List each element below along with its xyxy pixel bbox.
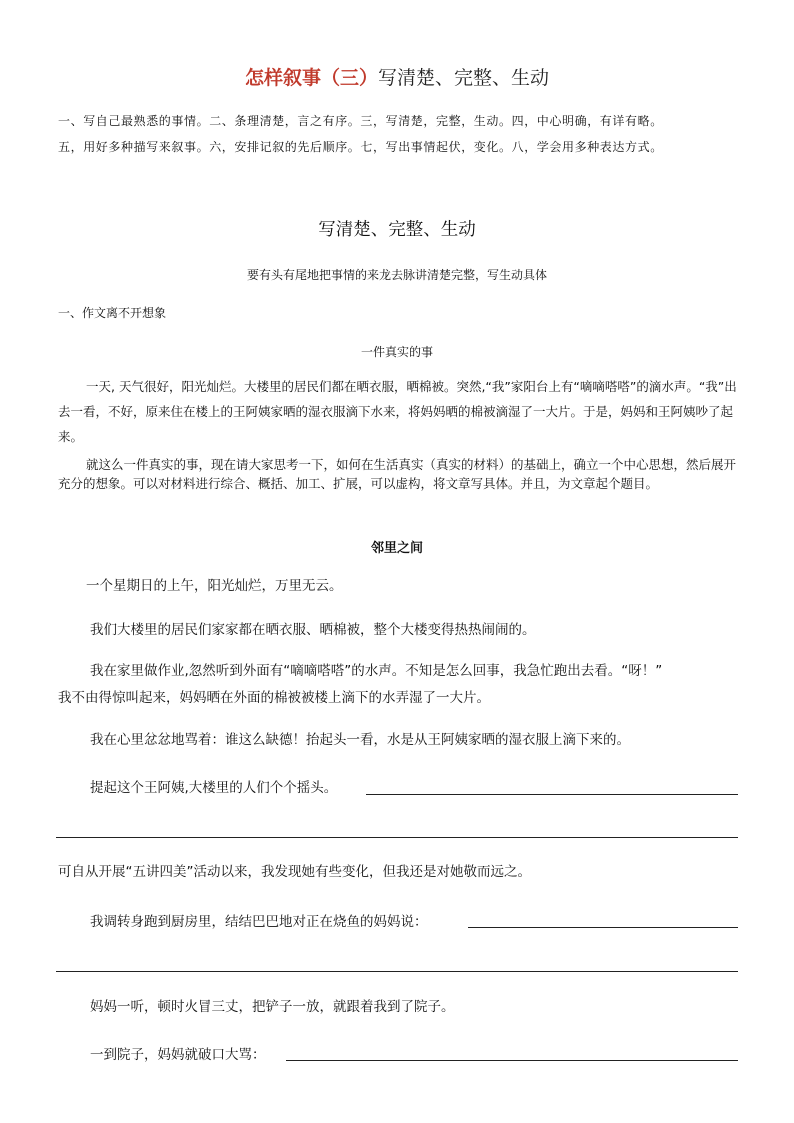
page-title-black: 写清楚、完整、生动 bbox=[378, 67, 550, 89]
page-title-red: 怎样叙事（三） bbox=[244, 67, 378, 89]
fill-in-blank-line[interactable] bbox=[366, 794, 738, 795]
fill-in-blank-line[interactable] bbox=[468, 927, 738, 928]
section-subtitle: 要有头有尾地把事情的来龙去脉讲清楚完整，写生动具体 bbox=[246, 268, 547, 282]
intro-line-2: 五，用好多种描写来叙事。六，安排记叙的先后顺序。七，写出事情起伏，变化。八，学会用多种表达方式。 bbox=[58, 140, 663, 154]
page-title bbox=[0, 63, 794, 90]
essay-paragraph-3: 我在家里做作业,忽然听到外面有“嘀嘀嗒嗒”的水声。不知是怎么回事，我急忙跑出去看。“呀！” bbox=[90, 663, 663, 679]
essay-paragraph-9: 一到院子，妈妈就破口大骂： bbox=[90, 1047, 266, 1063]
essay-paragraph-4: 我在心里忿忿地骂着：谁这么缺德！抬起头一看，水是从王阿姨家晒的湿衣服上滴下来的。 bbox=[90, 732, 630, 748]
intro-line-1: 一、写自己最熟悉的事情。二、条理清楚，言之有序。三，写清楚，完整，生动。四，中心明确，有详有略。 bbox=[58, 114, 663, 128]
fill-in-blank-line[interactable] bbox=[56, 971, 738, 972]
story-title: 一件真实的事 bbox=[360, 345, 433, 359]
fill-in-blank-line[interactable] bbox=[56, 837, 738, 838]
essay-title: 邻里之间 bbox=[370, 541, 423, 556]
fill-in-blank-line[interactable] bbox=[286, 1060, 738, 1061]
essay-paragraph-5: 提起这个王阿姨,大楼里的人们个个摇头。 bbox=[90, 780, 338, 796]
essay-paragraph-2: 我们大楼里的居民们家家都在晒衣服、晒棉被，整个大楼变得热热闹闹的。 bbox=[90, 622, 536, 638]
section-heading: 一、作文离不开想象 bbox=[58, 306, 167, 320]
essay-paragraph-1: 一个星期日的上午，阳光灿烂，万里无云。 bbox=[86, 578, 343, 594]
story-paragraph: 一天, 天气很好，阳光灿烂。大楼里的居民们都在晒衣服，晒棉被。突然,“我”家阳台上有“嘀嘀嗒嗒”的滴水声。“我”出去一看，不好，原来住在楼上的王阿姨家晒的湿衣服滴下水来，将妈妈晒的棉被滴湿了一大片。于是，妈妈和王阿姨吵了起来。 bbox=[58, 379, 737, 444]
essay-paragraph-6: 可自从开展“五讲四美”活动以来，我发现她有些变化，但我还是对她敬而远之。 bbox=[58, 864, 531, 880]
essay-paragraph-8: 妈妈一听，顿时火冒三丈，把铲子一放，就跟着我到了院子。 bbox=[90, 999, 455, 1015]
essay-paragraph-7: 我调转身跑到厨房里，结结巴巴地对正在烧鱼的妈妈说： bbox=[90, 914, 428, 930]
section-title: 写清楚、完整、生动 bbox=[318, 220, 476, 240]
prompt-paragraph: 就这么一件真实的事，现在请大家思考一下，如何在生活真实（真实的材料）的基础上，确立一个中心思想，然后展开充分的想象。可以对材料进行综合、概括、加工、扩展，可以虚构，将文章写具体。并且，为文章起个题目。 bbox=[58, 457, 737, 491]
essay-paragraph-3-cont: 我不由得惊叫起来，妈妈晒在外面的棉被被楼上滴下的水弄湿了一大片。 bbox=[58, 690, 490, 706]
